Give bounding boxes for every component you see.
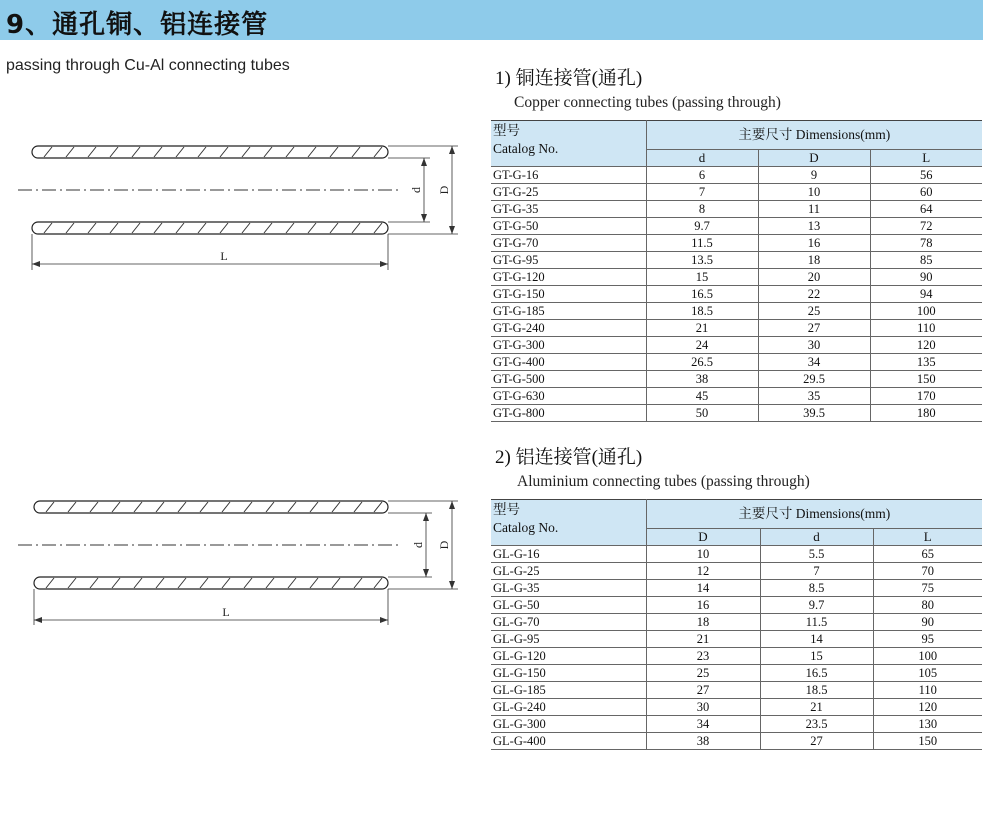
aluminium-dimension-cell: 8.5 bbox=[760, 580, 873, 597]
copper-dimension-cell: 10 bbox=[758, 184, 870, 201]
section-banner bbox=[0, 0, 983, 40]
copper-dimension-cell: 50 bbox=[646, 405, 758, 422]
page-title: 9、通孔铜、铝连接管 bbox=[6, 10, 269, 40]
copper-inner-dimension-label: d bbox=[409, 187, 423, 193]
aluminium-table-row bbox=[491, 614, 982, 631]
copper-catalog-cell: GT-G-300 bbox=[491, 337, 646, 354]
copper-catalog-cell: GT-G-400 bbox=[491, 354, 646, 371]
aluminium-spec-table bbox=[491, 499, 982, 750]
copper-catalog-cell: GT-G-185 bbox=[491, 303, 646, 320]
aluminium-section-subtitle: Aluminium connecting tubes (passing through) bbox=[517, 473, 810, 490]
copper-dimension-cell: 64 bbox=[870, 201, 982, 218]
aluminium-inner-dimension-label: d bbox=[411, 542, 425, 548]
aluminium-table-row bbox=[491, 648, 982, 665]
aluminium-table-body bbox=[491, 500, 982, 750]
aluminium-catalog-en: Catalog No. bbox=[493, 520, 559, 535]
copper-dimension-cell: 8 bbox=[646, 201, 758, 218]
copper-dimension-cell: 94 bbox=[870, 286, 982, 303]
copper-table-row bbox=[491, 167, 982, 184]
copper-catalog-cell: GT-G-70 bbox=[491, 235, 646, 252]
aluminium-dimension-cell: 14 bbox=[646, 580, 760, 597]
copper-dimension-cell: 110 bbox=[870, 320, 982, 337]
aluminium-dimension-cell: 25 bbox=[646, 665, 760, 682]
aluminium-dimension-cell: 95 bbox=[873, 631, 982, 648]
copper-dimension-cell: 39.5 bbox=[758, 405, 870, 422]
aluminium-dimension-cell: 18 bbox=[646, 614, 760, 631]
aluminium-dimension-cell: 21 bbox=[760, 699, 873, 716]
copper-dimension-cell: 27 bbox=[758, 320, 870, 337]
copper-tube-drawing bbox=[0, 130, 470, 280]
copper-dimension-cell: 13 bbox=[758, 218, 870, 235]
aluminium-dimension-cell: 16.5 bbox=[760, 665, 873, 682]
copper-outer-dimension-label: D bbox=[437, 185, 451, 195]
aluminium-catalog-cell: GL-G-150 bbox=[491, 665, 646, 682]
copper-col-header: d bbox=[646, 150, 758, 167]
aluminium-tube-upper-wall bbox=[34, 501, 388, 513]
copper-table-row bbox=[491, 354, 982, 371]
aluminium-dimension-cell: 27 bbox=[760, 733, 873, 750]
aluminium-dimension-cell: 5.5 bbox=[760, 546, 873, 563]
copper-catalog-cell: GT-G-150 bbox=[491, 286, 646, 303]
copper-dimension-cell: 16.5 bbox=[646, 286, 758, 303]
copper-catalog-header bbox=[491, 121, 646, 167]
copper-dimension-cell: 11 bbox=[758, 201, 870, 218]
aluminium-length-label: L bbox=[222, 605, 230, 619]
copper-dimension-cell: 150 bbox=[870, 371, 982, 388]
copper-dimension-cell: 21 bbox=[646, 320, 758, 337]
aluminium-dimension-cell: 23.5 bbox=[760, 716, 873, 733]
aluminium-header-row bbox=[491, 500, 982, 529]
aluminium-dimension-cell: 75 bbox=[873, 580, 982, 597]
aluminium-tube-drawing bbox=[0, 485, 470, 635]
copper-catalog-cell: GT-G-500 bbox=[491, 371, 646, 388]
copper-catalog-cell: GT-G-50 bbox=[491, 218, 646, 235]
copper-dimension-cell: 24 bbox=[646, 337, 758, 354]
copper-dimension-cell: 6 bbox=[646, 167, 758, 184]
copper-table-row bbox=[491, 337, 982, 354]
copper-catalog-cell: GT-G-95 bbox=[491, 252, 646, 269]
aluminium-catalog-cell: GL-G-35 bbox=[491, 580, 646, 597]
aluminium-table-row bbox=[491, 580, 982, 597]
aluminium-table-row bbox=[491, 546, 982, 563]
copper-catalog-cell: GT-G-630 bbox=[491, 388, 646, 405]
aluminium-dimension-cell: 150 bbox=[873, 733, 982, 750]
aluminium-catalog-cell: GL-G-300 bbox=[491, 716, 646, 733]
copper-table-row bbox=[491, 269, 982, 286]
aluminium-catalog-cell: GL-G-400 bbox=[491, 733, 646, 750]
copper-table-row bbox=[491, 405, 982, 422]
copper-dimension-cell: 100 bbox=[870, 303, 982, 320]
copper-dimension-cell: 16 bbox=[758, 235, 870, 252]
copper-length-label: L bbox=[220, 249, 228, 263]
aluminium-section-title: 2) 铝连接管(通孔) bbox=[495, 447, 643, 468]
copper-dimension-cell: 26.5 bbox=[646, 354, 758, 371]
aluminium-dimension-cell: 21 bbox=[646, 631, 760, 648]
copper-table-row bbox=[491, 252, 982, 269]
copper-dimension-cell: 18 bbox=[758, 252, 870, 269]
aluminium-catalog-cell: GL-G-120 bbox=[491, 648, 646, 665]
copper-dimension-cell: 180 bbox=[870, 405, 982, 422]
copper-catalog-cell: GT-G-35 bbox=[491, 201, 646, 218]
copper-dimension-cell: 11.5 bbox=[646, 235, 758, 252]
aluminium-dimensions-header: 主要尺寸 Dimensions(mm) bbox=[646, 500, 982, 529]
copper-dimension-cell: 7 bbox=[646, 184, 758, 201]
aluminium-table-row bbox=[491, 563, 982, 580]
copper-table-body bbox=[491, 121, 982, 422]
copper-dimension-cell: 34 bbox=[758, 354, 870, 371]
aluminium-catalog-cell: GL-G-95 bbox=[491, 631, 646, 648]
copper-catalog-cell: GT-G-120 bbox=[491, 269, 646, 286]
aluminium-dimension-cell: 105 bbox=[873, 665, 982, 682]
aluminium-dimension-cell: 100 bbox=[873, 648, 982, 665]
copper-dimension-cell: 18.5 bbox=[646, 303, 758, 320]
copper-catalog-cell: GT-G-25 bbox=[491, 184, 646, 201]
aluminium-dimension-cell: 90 bbox=[873, 614, 982, 631]
aluminium-dimension-cell: 65 bbox=[873, 546, 982, 563]
aluminium-catalog-cell: GL-G-16 bbox=[491, 546, 646, 563]
copper-dimension-cell: 22 bbox=[758, 286, 870, 303]
aluminium-dimension-cell: 16 bbox=[646, 597, 760, 614]
copper-catalog-en: Catalog No. bbox=[493, 141, 559, 156]
aluminium-dimension-cell: 23 bbox=[646, 648, 760, 665]
copper-dimension-cell: 135 bbox=[870, 354, 982, 371]
aluminium-table-row bbox=[491, 631, 982, 648]
aluminium-col-header: d bbox=[760, 529, 873, 546]
copper-dimensions-header: 主要尺寸 Dimensions(mm) bbox=[646, 121, 982, 150]
copper-table-row bbox=[491, 303, 982, 320]
copper-catalog-cell: GT-G-16 bbox=[491, 167, 646, 184]
copper-table-row bbox=[491, 218, 982, 235]
aluminium-catalog-cell: GL-G-50 bbox=[491, 597, 646, 614]
aluminium-col-header: L bbox=[873, 529, 982, 546]
copper-dimension-cell: 78 bbox=[870, 235, 982, 252]
copper-table-row bbox=[491, 388, 982, 405]
aluminium-dimension-cell: 34 bbox=[646, 716, 760, 733]
aluminium-dimension-cell: 11.5 bbox=[760, 614, 873, 631]
aluminium-catalog-cell: GL-G-185 bbox=[491, 682, 646, 699]
aluminium-dimension-cell: 10 bbox=[646, 546, 760, 563]
aluminium-dimension-cell: 27 bbox=[646, 682, 760, 699]
page-subtitle: passing through Cu-Al connecting tubes bbox=[6, 57, 290, 74]
copper-table-row bbox=[491, 371, 982, 388]
copper-dimension-cell: 85 bbox=[870, 252, 982, 269]
copper-dimension-cell: 25 bbox=[758, 303, 870, 320]
aluminium-table-row bbox=[491, 597, 982, 614]
copper-table-row bbox=[491, 201, 982, 218]
copper-dimension-cell: 35 bbox=[758, 388, 870, 405]
copper-dimension-cell: 9.7 bbox=[646, 218, 758, 235]
copper-dimension-cell: 30 bbox=[758, 337, 870, 354]
aluminium-table-row bbox=[491, 682, 982, 699]
copper-col-header: D bbox=[758, 150, 870, 167]
aluminium-table-row bbox=[491, 699, 982, 716]
copper-dimension-cell: 38 bbox=[646, 371, 758, 388]
aluminium-dimension-cell: 15 bbox=[760, 648, 873, 665]
aluminium-catalog-cell: GL-G-240 bbox=[491, 699, 646, 716]
aluminium-outer-dimension-label: D bbox=[437, 540, 451, 550]
copper-catalog-cell: GT-G-240 bbox=[491, 320, 646, 337]
aluminium-table-row bbox=[491, 716, 982, 733]
copper-table-row bbox=[491, 235, 982, 252]
copper-header-row bbox=[491, 121, 982, 150]
aluminium-catalog-header bbox=[491, 500, 646, 546]
copper-dimension-cell: 29.5 bbox=[758, 371, 870, 388]
aluminium-col-header: D bbox=[646, 529, 760, 546]
aluminium-dimension-cell: 120 bbox=[873, 699, 982, 716]
copper-dimension-cell: 15 bbox=[646, 269, 758, 286]
aluminium-dimension-cell: 130 bbox=[873, 716, 982, 733]
aluminium-dimension-cell: 38 bbox=[646, 733, 760, 750]
copper-catalog-cell: GT-G-800 bbox=[491, 405, 646, 422]
copper-dimension-cell: 120 bbox=[870, 337, 982, 354]
copper-dimension-cell: 60 bbox=[870, 184, 982, 201]
aluminium-dimension-cell: 14 bbox=[760, 631, 873, 648]
aluminium-table-row bbox=[491, 733, 982, 750]
aluminium-tube-lower-wall bbox=[34, 577, 388, 589]
copper-dimension-cell: 90 bbox=[870, 269, 982, 286]
aluminium-dimension-cell: 7 bbox=[760, 563, 873, 580]
copper-table-row bbox=[491, 286, 982, 303]
aluminium-catalog-cn: 型号 bbox=[493, 502, 520, 517]
aluminium-catalog-cell: GL-G-70 bbox=[491, 614, 646, 631]
aluminium-dimension-cell: 80 bbox=[873, 597, 982, 614]
aluminium-dimension-cell: 18.5 bbox=[760, 682, 873, 699]
copper-catalog-cn: 型号 bbox=[493, 123, 520, 138]
aluminium-dimension-cell: 30 bbox=[646, 699, 760, 716]
copper-dimension-cell: 170 bbox=[870, 388, 982, 405]
copper-dimension-cell: 56 bbox=[870, 167, 982, 184]
copper-section-title: 1) 铜连接管(通孔) bbox=[495, 68, 643, 89]
aluminium-dimension-cell: 9.7 bbox=[760, 597, 873, 614]
copper-dimension-cell: 45 bbox=[646, 388, 758, 405]
aluminium-dimension-cell: 110 bbox=[873, 682, 982, 699]
copper-dimension-cell: 13.5 bbox=[646, 252, 758, 269]
copper-table-row bbox=[491, 184, 982, 201]
aluminium-catalog-cell: GL-G-25 bbox=[491, 563, 646, 580]
aluminium-dimension-cell: 70 bbox=[873, 563, 982, 580]
copper-col-header: L bbox=[870, 150, 982, 167]
aluminium-dimension-cell: 12 bbox=[646, 563, 760, 580]
copper-tube-upper-wall bbox=[32, 146, 388, 158]
copper-tube-lower-wall bbox=[32, 222, 388, 234]
copper-dimension-cell: 9 bbox=[758, 167, 870, 184]
copper-spec-table bbox=[491, 120, 982, 422]
aluminium-table-row bbox=[491, 665, 982, 682]
copper-table-row bbox=[491, 320, 982, 337]
copper-section-subtitle: Copper connecting tubes (passing through) bbox=[514, 94, 781, 111]
copper-dimension-cell: 20 bbox=[758, 269, 870, 286]
copper-dimension-cell: 72 bbox=[870, 218, 982, 235]
